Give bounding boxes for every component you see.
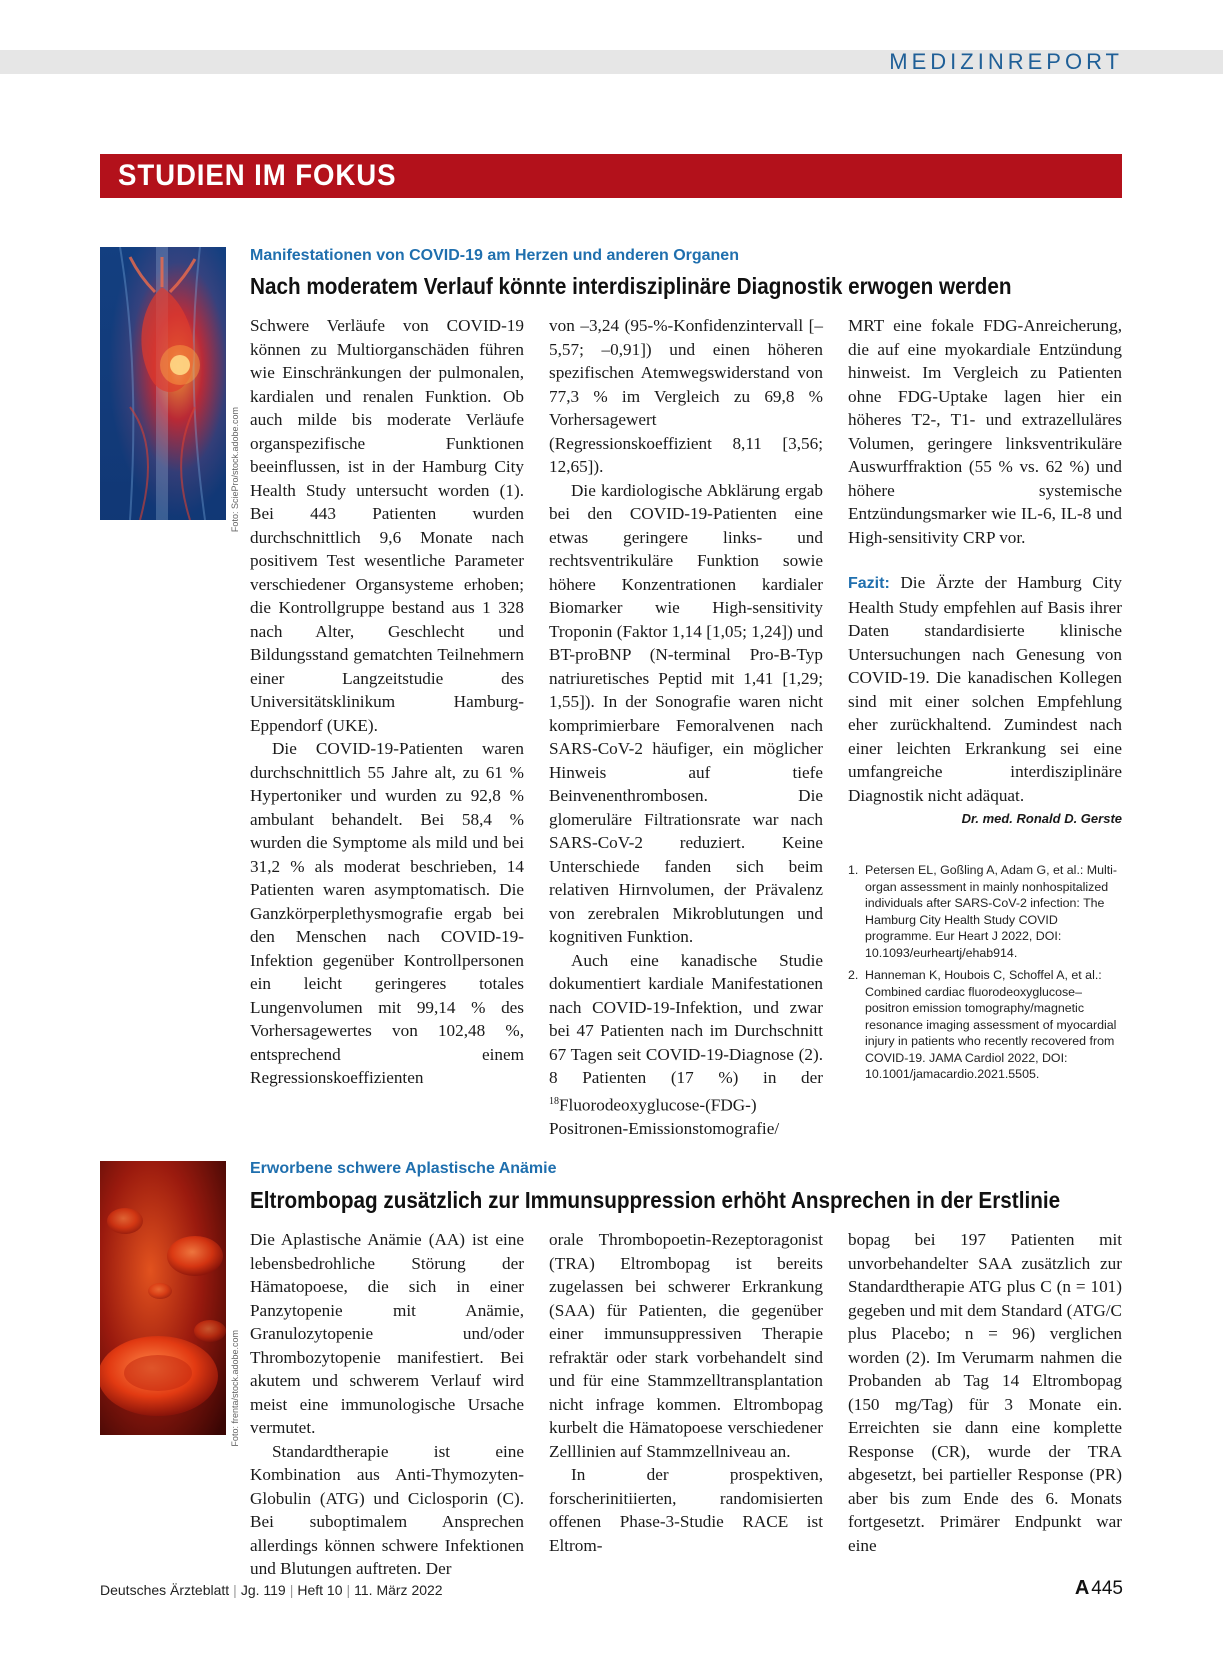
page-prefix: A bbox=[1074, 1577, 1090, 1599]
section-banner bbox=[100, 154, 1122, 198]
paragraph bbox=[549, 949, 823, 1141]
superscript: 18 bbox=[549, 1095, 559, 1107]
paragraph-text: Fluorodeoxyglucose-(FDG-) Positronen-Emissionstomografie/ bbox=[549, 1095, 780, 1138]
reference-item bbox=[848, 862, 1124, 961]
author: Dr. med. Ronald D. Gerste bbox=[961, 811, 1122, 826]
photo-credit: Foto: SciePro/stock.adobe.com bbox=[230, 407, 240, 533]
paragraph: Standardtherapie ist eine Kombination aus Anti-Thymozyten-Globulin (ATG) und Ciclosporin (C). Bei suboptimalem Ansprechen allerdings können schwere Infektionen und Blutungen auftreten. Der bbox=[250, 1441, 524, 1578]
paragraph: Die COVID-19-Patienten waren durchschnittlich 55 Jahre alt, zu 61 % Hypertoniker und wurden zu 92,8 % ambulant behandelt. Bei 58,4 % wurden die Symptome als mild und bei 31,2 % als moderat beschrieben, 14 Patienten waren asymptomatisch. Die Ganzkörperplethysmografie ergab bei den Menschen nach COVID-19-Infektion gegenüber Kontrollpersonen ein leicht geringeres totales Lungenvolumen mit 99,14 % des Vorhersagewertes von 102,48 %, entsprechend einem Regressionskoeffizienten bbox=[250, 739, 524, 1087]
article1-column-2 bbox=[549, 314, 823, 1140]
paragraph: bopag bei 197 Patienten mit unvorbehandelter SAA zusätzlich zur Standardtherapie ATG plus C (n = 101) gegeben und mit dem Standard (ATG/C plus Placebo; n = 96) verglichen worden (2). Im Verumarm nahmen die Probanden ab Tag 14 Eltrombopag (150 mg/Tag) für 3 Monate ein. Erreichten sie dann eine komplette Response (CR), wurde der TRA abgesetzt, bei partieller Response (PR) aber bis zum Ende des 6. Monats fortgesetzt. Primärer Endpunkt war eine bbox=[848, 1230, 1122, 1555]
paragraph: orale Thrombopoetin-Rezeptoragonist (TRA) Eltrombopag ist bereits zugelassen bei schwerer Erkrankung (SAA) für Patienten, die gegenüber einer immunsuppressiven Therapie refraktär oder stark vorbehandelt sind und für eine Stammzelltransplantation nicht infrage kommen. Eltrombopag kurbelt die Hämatopoese verschiedener Zelllinien auf Stammzellniveau an. bbox=[549, 1230, 823, 1461]
reference-item bbox=[848, 967, 1124, 1083]
page-number bbox=[1075, 1577, 1123, 1600]
article1-column-3 bbox=[848, 314, 1122, 831]
journal-name: Deutsches Ärzteblatt bbox=[100, 1582, 230, 1598]
fazit-text: Die Ärzte der Hamburg City Health Study empfehlen auf Basis ihrer Daten standardisierte klinische Untersuchungen nach Genesung von COVID-19. Die kanadischen Kollegen sind mit einer solchen Empfehlung eher zurückhaltend. Zumindest nach einer leichten Erkrankung sei eine umfangreiche interdisziplinäre Diagnostik nicht adäquat. bbox=[848, 573, 1122, 805]
date: 11. März 2022 bbox=[354, 1582, 443, 1598]
reference-number: 1. bbox=[848, 863, 859, 877]
paragraph: MRT eine fokale FDG-Anreicherung, die auf eine myokardiale Entzündung hinweist. Im Vergleich zu Patienten ohne FDG-Uptake lagen hier ein höheres T2-, T1- und extrazelluläres Volumen, geringere linksventrikuläre Auswurffraktion (55 % vs. 62 %) und höhere systemische Entzündungsmarker wie IL-6, IL-8 und High-sensitivity CRP vor. bbox=[848, 316, 1122, 547]
heart-illustration bbox=[100, 247, 226, 520]
paragraph: von –3,24 (95-%-Konfidenzintervall [–5,57; –0,91]) und einen höheren spezifischen Atemwegswiderstand von 77,3 % im Vergleich zu 69,8 % Vorhersagewert (Regressionskoeffizient 8,11 [3,56; 12,65]). bbox=[549, 316, 823, 476]
article1-headline: Nach moderatem Verlauf könnte interdisziplinäre Diagnostik erwogen werden bbox=[250, 273, 1012, 299]
banner-title: STUDIEN IM FOKUS bbox=[118, 159, 397, 192]
paragraph: In der prospektiven, forscherinitiierten, randomisierten offenen Phase-3-Studie RACE ist Eltrom- bbox=[549, 1465, 823, 1555]
paragraph-text: Auch eine kanadische Studie dokumentiert kardiale Manifestationen nach COVID-19-Infektion, und zwar bei 47 Patienten nach im Durchschnitt 67 Tagen seit COVID-19-Diagnose (2). 8 Patienten (17 %) in der bbox=[549, 950, 823, 1087]
article1-kicker: Manifestationen von COVID-19 am Herzen und anderen Organen bbox=[250, 247, 739, 264]
paragraph: Schwere Verläufe von COVID-19 können zu Multiorganschäden führen wie Einschränkungen der pulmonalen, kardialen und renalen Funktion. Ob auch milde bis moderate Verläufe organspezifische Funktionen beeinflussen, ist in der Hamburg City Health Study untersucht worden (1). Bei 443 Patienten wurden durchschnittlich 9,6 Monate nach positivem Test wesentliche Parameter verschiedener Organsysteme erhoben; die Kontrollgruppe bestand aus 1 328 nach Alter, Geschlecht und Bildungsstand gematchten Teilnehmern einer Langzeitstudie des Universitätsklinikum Hamburg-Eppendorf (UKE). bbox=[250, 316, 524, 735]
reference-number: 2. bbox=[848, 968, 859, 982]
article2-column-3 bbox=[848, 1228, 1122, 1557]
references bbox=[848, 862, 1124, 1089]
article2-headline: Eltrombopag zusätzlich zur Immunsuppression erhöht Ansprechen in der Erstlinie bbox=[250, 1187, 1061, 1213]
paragraph: Die kardiologische Abklärung ergab bei den COVID-19-Patienten eine etwas geringere links- und rechtsventrikuläre Funktion sowie höhere Konzentrationen kardialer Biomarker wie High-sensitivity Troponin (Faktor 1,14 [1,05; 1,24]) und BT-proBNP (N-terminal Pro-B-Typ natriuretisches Peptid mit 1,41 [1,29; 1,55]). In der Sonografie waren nicht komprimierbare Femoralvenen nach SARS-CoV-2 häufiger, ein möglicher Hinweis auf tiefe Beinvenenthrombosen. Die glomeruläre Filtrationsrate war nach SARS-CoV-2 reduziert. Keine Unterschiede fanden sich beim relativen Hirnvolumen, der Prävalenz von zerebralen Mikroblutungen und kognitiven Funktion. bbox=[549, 480, 823, 946]
volume: Jg. 119 bbox=[240, 1582, 286, 1598]
page-number-value: 445 bbox=[1091, 1578, 1123, 1599]
issue: Heft 10 bbox=[297, 1582, 343, 1598]
fazit-paragraph bbox=[848, 571, 1122, 826]
article1-column-1 bbox=[250, 314, 524, 1090]
photo-credit: Foto: frenta/stock.adobe.com bbox=[230, 1330, 240, 1447]
article2-column-1 bbox=[250, 1228, 524, 1581]
reference-text: Hanneman K, Houbois C, Schoffel A, et al.: Combined cardiac fluorodeoxyglucose–positron emission tomography/magnetic resonance imaging assessment of myocardial injury in patients who recently recovered from COVID-19. JAMA Cardiol 2022, DOI: 10.1001/jamacardio.2021.5505. bbox=[865, 968, 1117, 1081]
red-blood-cells-illustration bbox=[100, 1161, 226, 1435]
reference-text: Petersen EL, Goßling A, Adam G, et al.: Multi-organ assessment in mainly nonhospitalized individuals after SARS-CoV-2 infection: The Hamburg City Health Study COVID programme. Eur Heart J 2022, DOI: 10.1093/eurheartj/ehab914. bbox=[865, 863, 1118, 960]
article2-column-2 bbox=[549, 1228, 823, 1557]
section-label: MEDIZINREPORT bbox=[889, 49, 1123, 74]
fazit-label: Fazit: bbox=[848, 575, 890, 592]
footer-citation: Deutsches Ärzteblatt | Jg. 119 | Heft 10 | 11. März 2022 bbox=[100, 1582, 443, 1598]
paragraph: Die Aplastische Anämie (AA) ist eine lebensbedrohliche Störung der Hämatopoese, die sich in einer Panzytopenie mit Anämie, Granulozytopenie und/oder Thrombozytopenie manifestiert. Bei akutem und schwerem Verlauf wird meist eine immunologische Ursache vermutet. bbox=[250, 1230, 524, 1437]
article2-kicker: Erworbene schwere Aplastische Anämie bbox=[250, 1160, 557, 1177]
